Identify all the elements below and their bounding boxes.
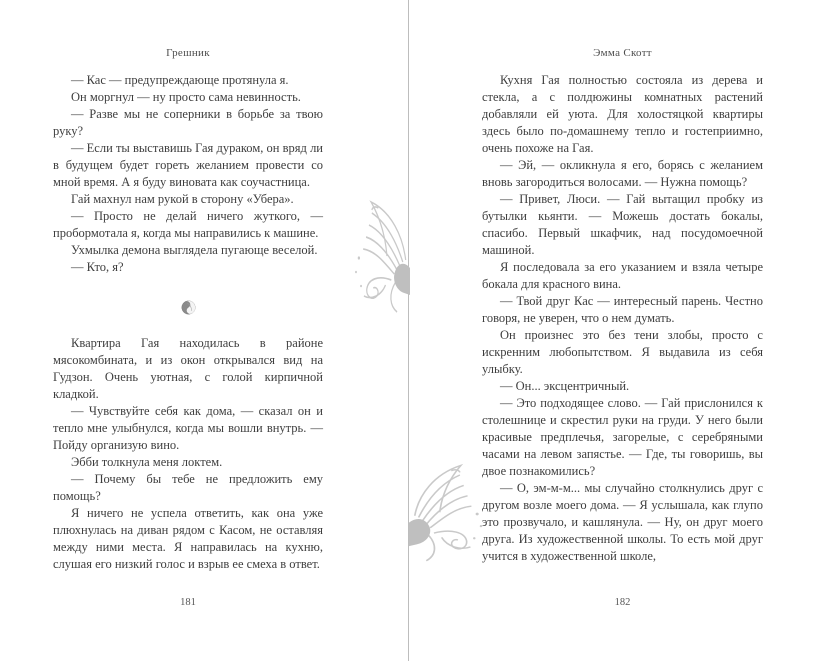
paragraph: — Чувствуйте себя как дома, — сказал он и тепло мне улыбнулся, когда мы вошли внутрь. — Пойду организую вино. [53,404,323,452]
left-page [0,0,408,661]
right-page [410,0,820,661]
paragraph: Кухня Гая полностью состояла из дерева и стекла, а с полдюжины комнатных растений добавляли ей уюта. Для холостяцкой квартиры здесь было по-домашнему тепло и гостеприимно, очень похоже на Гая. [482,73,763,155]
paragraph: — Кто, я? [71,260,124,274]
right-page-body [482,72,763,565]
paragraph: Гай махнул нам рукой в сторону «Убера». [71,192,294,206]
paragraph: Эбби толкнула меня локтем. [71,455,223,469]
paragraph: — Это подходящее слово. — Гай прислонился к столешнице и скрестил руки на груди. У него были красивые предплечья, загорелые, с серебряными часами на левом запястье. — Где, ты говоришь, вы двое познакомились? [482,396,763,478]
paragraph: — Разве мы не соперники в борьбе за твою руку? [53,107,323,138]
paragraph: — О, эм-м-м... мы случайно столкнулись друг с другом возле моего дома. — Я услышала, как глупо это прозвучало, и кашлянула. — Ну, он друг моего друга. Из художественной школы. То есть мой друг учится в художественной школе, [482,481,763,563]
left-paragraphs-before-break [53,72,323,276]
paragraph: — Если ты выставишь Гая дураком, он вряд ли в будущем будет гореть желанием провести со мной время. А я буду виновата как соучастница. [53,141,323,189]
right-running-head: Эмма Скотт [593,47,652,59]
left-running-head: Грешник [166,47,210,59]
paragraph: — Твой друг Кас — интересный парень. Честно говоря, не уверен, что о нем думать. [482,294,763,325]
right-paragraphs [482,72,763,565]
paragraph: — Просто не делай ничего жуткого, — пробормотала я, когда мы направились к машине. [53,209,323,240]
paragraph: Квартира Гая находилась в районе мясокомбината, и из окон открывался вид на Гудзон. Очень уютная, с голой кирпичной кладкой. [53,336,323,401]
paragraph: Ухмылка демона выглядела пугающе веселой. [71,243,318,257]
paragraph: Я последовала за его указанием и взяла четыре бокала для красного вина. [482,260,763,291]
paragraph: Я ничего не успела ответить, как она уже плюхнулась на диван рядом с Касом, не оставляя между ними места. Я направилась на кухню, слушая его низкий голос и взрыв ее смеха в ответ. [53,506,323,571]
paragraph: — Эй, — окликнула я его, борясь с желанием вновь загородиться волосами. — Нужна помощь? [482,158,763,189]
section-divider [53,298,323,316]
left-paragraphs-after-break [53,335,323,573]
yin-yang-icon [180,299,197,316]
left-page-body [53,72,323,573]
paragraph: Он произнес это без тени злобы, просто с искренним любопытством. Я выдавила из себя улыбку. [482,328,763,376]
right-page-number: 182 [614,597,631,608]
paragraph: Он моргнул — ну просто сама невинность. [71,90,301,104]
paragraph: — Привет, Люси. — Гай вытащил пробку из бутылки кьянти. — Можешь достать бокалы, спасибо. Первый шкафчик, над посудомоечной машиной. [482,192,763,257]
paragraph: — Почему бы тебе не предложить ему помощь? [53,472,323,503]
paragraph: — Кас — предупреждающе протянула я. [71,73,289,87]
spine-divider-line [408,0,409,661]
left-page-number: 181 [180,597,196,608]
paragraph: — Он... эксцентричный. [500,379,630,393]
